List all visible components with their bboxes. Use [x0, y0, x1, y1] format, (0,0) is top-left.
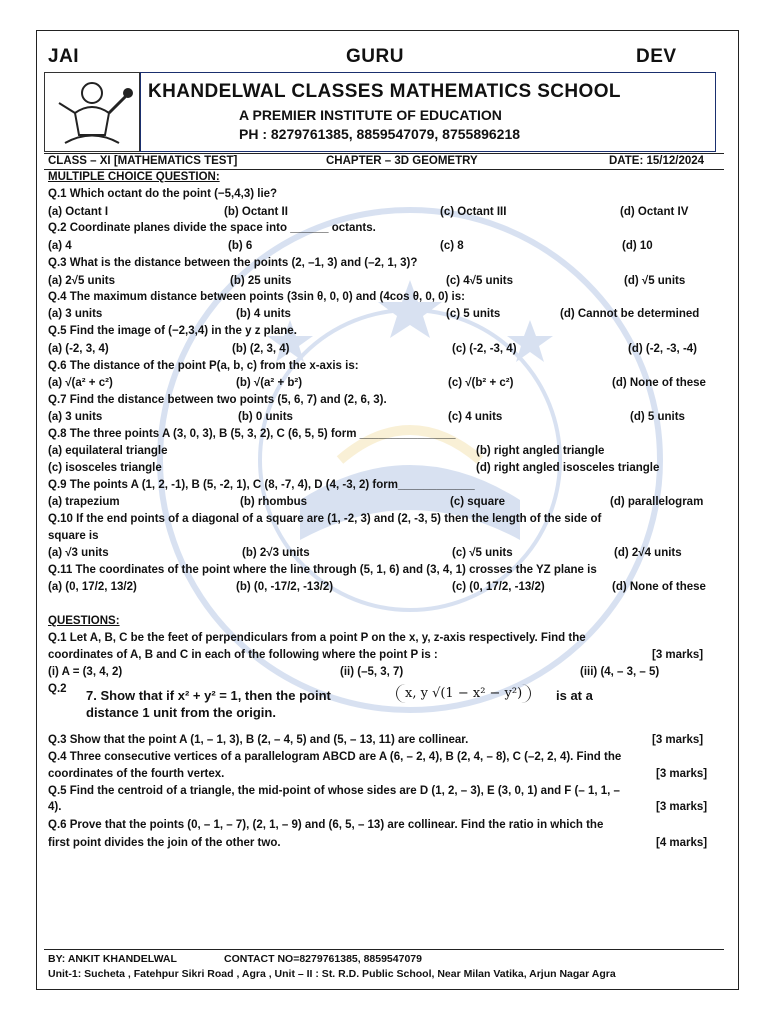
- question-text: first point divides the join of the other two.: [48, 837, 281, 849]
- mcq-option: (a) 2√5 units: [48, 275, 116, 287]
- mcq-question: Q.7 Find the distance between two points (5, 6, 7) and (2, 6, 3).: [48, 394, 387, 406]
- header-jai: JAI: [48, 46, 80, 67]
- title-box: [140, 72, 716, 152]
- divider: [44, 169, 724, 170]
- mcq-option: (c) isosceles triangle: [48, 462, 162, 474]
- divider: [44, 153, 724, 154]
- mcq-option: (d) Cannot be determined: [560, 308, 700, 320]
- mcq-option: (a) 3 units: [48, 308, 103, 320]
- question-text: Q.5 Find the centroid of a triangle, the mid-point of whose sides are D (1, 2, – 3), E (3, 0, 1) and F (– 1, 1, –: [48, 785, 620, 797]
- mcq-question: Q.3 What is the distance between the points (2, –1, 3) and (–2, 1, 3)?: [48, 257, 418, 269]
- question-part: (i) A = (3, 4, 2): [48, 666, 123, 678]
- question-part: (ii) (–5, 3, 7): [340, 666, 404, 678]
- mcq-option: (d) 2√4 units: [614, 547, 682, 559]
- mcq-question: Q.8 The three points A (3, 0, 3), B (5, 3, 2), C (6, 5, 5) form _______________: [48, 428, 456, 440]
- mcq-option: (b) (0, -17/2, -13/2): [236, 581, 334, 593]
- question-label: Q.2: [48, 683, 67, 695]
- mcq-question: Q.9 The points A (1, 2, -1), B (5, -2, 1), C (8, -7, 4), D (4, -3, 2) form____________: [48, 479, 475, 491]
- header-dev: DEV: [636, 46, 677, 67]
- mcq-option: (c) 5 units: [446, 308, 501, 320]
- mcq-option: (d) None of these: [612, 377, 706, 389]
- hanuman-logo-icon: [45, 73, 138, 150]
- mcq-option: (b) √(a² + b²): [236, 377, 303, 389]
- mcq-option: (d) right angled isosceles triangle: [476, 462, 660, 474]
- school-name: KHANDELWAL CLASSES MATHEMATICS SCHOOL: [148, 81, 621, 102]
- mcq-question: Q.6 The distance of the point P(a, b, c) from the x-axis is:: [48, 360, 359, 372]
- mcq-option: (c) (-2, -3, 4): [452, 343, 517, 355]
- mcq-option: (a) (0, 17/2, 13/2): [48, 581, 137, 593]
- chapter-label: CHAPTER – 3D GEOMETRY: [326, 155, 478, 167]
- mcq-option: (c) 4 units: [448, 411, 503, 423]
- mcq-question-cont: square is: [48, 530, 99, 542]
- question-text: Q.3 Show that the point A (1, – 1, 3), B (2, – 4, 5) and (5, – 13, 11) are collinear.: [48, 734, 469, 746]
- tagline: A PREMIER INSTITUTE OF EDUCATION: [239, 107, 502, 123]
- mcq-option: (c) √(b² + c²): [448, 377, 514, 389]
- mcq-option: (d) None of these: [612, 581, 706, 593]
- mcq-option: (d) √5 units: [624, 275, 686, 287]
- question-text: 4).: [48, 801, 62, 813]
- phone-numbers: PH : 8279761385, 8859547079, 8755896218: [239, 126, 521, 142]
- mcq-question: Q.10 If the end points of a diagonal of a square are (1, -2, 3) and (2, -3, 5) then the length of the side of: [48, 513, 602, 525]
- mcq-option: (a) 3 units: [48, 411, 103, 423]
- header-guru: GURU: [346, 46, 404, 67]
- mcq-option: (a) trapezium: [48, 496, 120, 508]
- question-text: coordinates of the fourth vertex.: [48, 768, 225, 780]
- question-text: coordinates of A, B and C in each of the following where the point P is :: [48, 649, 438, 661]
- question-text: distance 1 unit from the origin.: [86, 705, 276, 720]
- mcq-question: Q.1 Which octant do the point (−5,4,3) lie?: [48, 188, 278, 200]
- mcq-question: Q.2 Coordinate planes divide the space into ______ octants.: [48, 222, 376, 234]
- question-text: 7. Show that if x² + y² = 1, then the point: [86, 688, 331, 703]
- date-label: DATE: 15/12/2024: [609, 155, 705, 167]
- mcq-option: (b) 6: [228, 240, 253, 252]
- mcq-question: Q.5 Find the image of (−2,3,4) in the y z plane.: [48, 325, 297, 337]
- divider: [44, 949, 724, 950]
- mcq-option: (b) right angled triangle: [476, 445, 605, 457]
- mcq-option: (c) (0, 17/2, -13/2): [452, 581, 545, 593]
- marks-label: [3 marks]: [656, 801, 708, 813]
- mcq-question: Q.11 The coordinates of the point where the line through (5, 1, 6) and (3, 4, 1) crosses the YZ plane is: [48, 564, 597, 576]
- mcq-option: (c) 8: [440, 240, 464, 252]
- mcq-option: (b) Octant II: [224, 206, 288, 218]
- question-text: is at a: [556, 688, 593, 703]
- mcq-option: (c) square: [450, 496, 505, 508]
- mcq-heading: MULTIPLE CHOICE QUESTION:: [48, 171, 220, 183]
- question-part: (iii) (4, – 3, – 5): [580, 666, 660, 678]
- mcq-option: (c) 4√5 units: [446, 275, 514, 287]
- marks-label: [3 marks]: [652, 649, 704, 661]
- mcq-option: (d) (-2, -3, -4): [628, 343, 697, 355]
- mcq-option: (b) 4 units: [236, 308, 291, 320]
- mcq-option: (a) 4: [48, 240, 72, 252]
- mcq-question: Q.4 The maximum distance between points (3sin θ, 0, 0) and (4cos θ, 0, 0) is:: [48, 291, 465, 303]
- mcq-option: (b) rhombus: [240, 496, 308, 508]
- mcq-option: (b) 0 units: [238, 411, 293, 423]
- mcq-option: (b) (2, 3, 4): [232, 343, 290, 355]
- footer-address: Unit-1: Sucheta , Fatehpur Sikri Road , Agra , Unit – II : St. R.D. Public School, Near Milan Vatika, Arjun Nagar Agra: [48, 968, 616, 980]
- mcq-option: (a) (-2, 3, 4): [48, 343, 109, 355]
- mcq-option: (a) Octant I: [48, 206, 109, 218]
- mcq-option: (d) Octant IV: [620, 206, 689, 218]
- marks-label: [4 marks]: [656, 837, 708, 849]
- mcq-option: (a) √(a² + c²): [48, 377, 113, 389]
- mcq-option: (c) Octant III: [440, 206, 507, 218]
- math-formula: x, y √(1 − x² − y²): [396, 684, 531, 703]
- mcq-option: (d) 5 units: [630, 411, 685, 423]
- mcq-option: (a) equilateral triangle: [48, 445, 168, 457]
- question-text: Q.4 Three consecutive vertices of a parallelogram ABCD are A (6, – 2, 4), B (2, 4, – 8), C (–2, 2, 4). Find the: [48, 751, 622, 763]
- footer-contact: CONTACT NO=8279761385, 8859547079: [224, 953, 422, 965]
- class-label: CLASS – XI [MATHEMATICS TEST]: [48, 155, 238, 167]
- logo: [44, 72, 140, 152]
- mcq-option: (a) √3 units: [48, 547, 109, 559]
- mcq-option: (d) parallelogram: [610, 496, 704, 508]
- mcq-option: (c) √5 units: [452, 547, 513, 559]
- questions-heading: QUESTIONS:: [48, 615, 120, 627]
- marks-label: [3 marks]: [652, 734, 704, 746]
- mcq-option: (b) 2√3 units: [242, 547, 310, 559]
- question-text: Q.6 Prove that the points (0, – 1, – 7), (2, 1, – 9) and (6, 5, – 13) are collinear. Find the ratio in which the: [48, 819, 604, 831]
- mcq-option: (b) 25 units: [230, 275, 292, 287]
- question-text: Q.1 Let A, B, C be the feet of perpendiculars from a point P on the x, y, z-axis respectively. Find the: [48, 632, 586, 644]
- footer-author: BY: ANKIT KHANDELWAL: [48, 953, 177, 965]
- mcq-option: (d) 10: [622, 240, 653, 252]
- marks-label: [3 marks]: [656, 768, 708, 780]
